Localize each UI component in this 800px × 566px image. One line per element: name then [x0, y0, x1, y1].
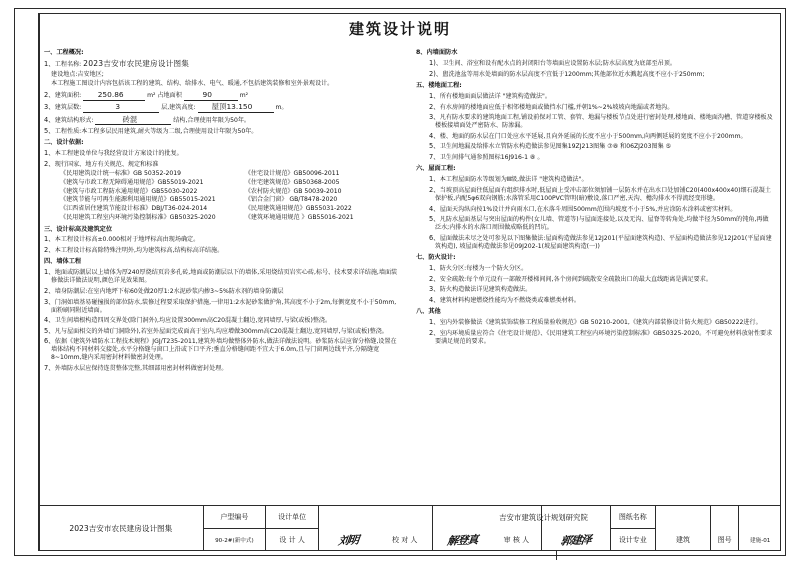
item-number: 5、 — [44, 326, 55, 335]
standard-code: 《江西省居住建筑节能设计标准》DBJ/T36-024-2014 — [60, 205, 208, 213]
list-item — [422, 234, 774, 251]
standard-code: 《民用建筑工程室内环境污染控制标准》GB50325-2020 — [60, 213, 216, 221]
list-item — [44, 115, 402, 126]
section-heading-floor-works: 五、楼地面工程: — [416, 81, 462, 89]
item-number: 5、 — [44, 127, 55, 136]
specification-body — [44, 46, 774, 498]
list-item — [44, 316, 402, 325]
item-text: 卫生间地漏及给排水立管防水构造做法参见图集19ZJ213图集 ⑦⑧ 和06ZJ203图集 ⑤ — [439, 143, 672, 151]
item-label: 建筑结构形式: — [54, 116, 94, 124]
item-number: 1、 — [429, 175, 440, 184]
standard-code: 《民用建筑设计统一标准》GB 50352-2019 — [60, 170, 182, 178]
list-item — [44, 90, 402, 101]
item-number: 3、 — [44, 103, 55, 112]
item-number: 3、 — [429, 113, 440, 122]
sheet-no-value-cell — [739, 506, 781, 551]
list-item: 本工程施工图设计内容包括该工程的建筑、结构、给排水、电气、暖通,不包括建筑装修和室外景观设计。 — [51, 80, 334, 88]
section-heading-project-overview: 一、工程概况: — [44, 49, 84, 57]
designer-signature-cell — [319, 506, 378, 551]
standard-code: 《建筑与市政工程无障碍通用规范》GB55019-2021 — [60, 179, 204, 187]
item-number: 1、 — [44, 268, 55, 277]
list-item — [44, 127, 402, 136]
structure-life-text: 结构,合理使用年限为50年。 — [173, 116, 251, 124]
item-number: 1、 — [44, 149, 55, 158]
item-text: 楼、地面的防水层在门口处应水平延展,且向外延展的长度不应小于500mm,向两侧延展的宽度不应小于200mm。 — [439, 132, 747, 140]
item-number: 2、 — [44, 286, 55, 295]
item-label: 建筑层数: — [54, 104, 82, 112]
designer-label: 设 计 人 — [279, 536, 305, 544]
item-text: 卫生间墙根构造四周交界处(除门洞外),均应设置300mm高C20混凝土翻边,宽同墙厚,与梁(或板)整浇。 — [54, 317, 332, 325]
item-text: 凡防水屋面基层与突出屋面的构件(女儿墙、管道等)与屋面连接处,以及无沟、屋脊等转角处,均做半径为50mm的钝角,再做泛水;内排水的水落口周围做成略低的凹坑。 — [435, 216, 769, 232]
item-number: 7、 — [429, 153, 440, 162]
list-item — [44, 102, 402, 113]
discipline-label: 设计专业 — [618, 536, 647, 544]
standard-code: 《农村防火规范》GB 50039-2010 — [244, 187, 342, 195]
house-type-value: 90-2#(新中式) — [215, 538, 254, 544]
list-item — [44, 287, 402, 296]
standard-code: 《建筑环境通用规范 》GB55016-2021 — [244, 213, 354, 221]
item-number: 2)、 — [429, 69, 443, 78]
item-number: 2、 — [44, 246, 55, 255]
item-number: 4、 — [44, 316, 55, 325]
checker-label: 校 对 人 — [391, 535, 418, 544]
standard-code: 《建筑与市政工程防水通用规范》GB55030-2022 — [60, 187, 198, 195]
list-item — [422, 113, 774, 130]
item-text: 地面或防潮层以上墙体为厚240厚烧结页岩多孔砖,地面或防潮层以下的墙体,采用烧结页岩实心砖,标号、技术要求详结施,墙面装修做法详做法说明,颜色详见效果图。 — [51, 269, 398, 285]
item-text: 盥洗池盆等用水处墙面的防水层高度不宜低于1200mm;其他部位近水溅起高度不应小于250mm; — [442, 70, 705, 78]
item-text: 室内环境质量应符合《住宅设计规范》、《民用建筑工程室内环境污染控制标准》GB50325-2020。不可避免材料放射性要求要满足规范的要求。 — [435, 329, 773, 345]
house-type-label: 户型编号 — [204, 506, 265, 529]
item-text: 所有楼地面面层做法详 "建筑构造做法"。 — [439, 92, 551, 100]
item-text: 室内外装修做法《建筑装饰装修工程质量验收规范》GB 50210-2001,《建筑内部装修设计防火规范》GB50222进行。 — [439, 319, 762, 326]
item-text: 凡与屋面相交的外墙(门洞除外),若室外屋面完成面高于室内,均应增做300mm高C20混凝土翻边,宽同墙厚,与梁(或板)整浇。 — [54, 327, 388, 335]
item-text: 防火分区:每楼为一个防火分区。 — [439, 264, 528, 272]
building-area-unit: m² — [147, 92, 156, 99]
item-text: 凡有防水要求的建筑地面工程,铺设前保对工管、套管、地漏与楼板节点处进行密封处理,楼地面、楼地面沟槽、管道穿楼板及楼板接墙面处严密防水、防渗漏。 — [435, 114, 773, 130]
sheet-value-spacer — [739, 506, 781, 529]
height-prefix: 屋顶 — [211, 102, 227, 112]
item-number: 6、 — [44, 337, 55, 346]
standard-code: 《铝合金门窗》 GB/T8478-2020 — [244, 196, 338, 204]
item-label: 建筑面积: — [54, 92, 82, 99]
design-unit-cell — [266, 506, 319, 551]
list-item — [44, 149, 402, 158]
item-text: 现行国家、地方有关规范、规定和标准 — [54, 160, 159, 168]
item-number: 2、 — [429, 185, 440, 194]
sheet-label-spacer — [711, 506, 738, 529]
standard-code: 《住宅设计规范》GB50096-2011 — [244, 170, 340, 178]
item-text: 门洞如墙基易碰撞损的部位防水,装修过程要采取保护措施,一律用1:2水泥砂浆做护角,其高度不小于2m,每侧宽度不小于50mm,面粉刷同附近墙面。 — [51, 298, 397, 314]
list-item — [44, 364, 402, 373]
item-number: 4、 — [44, 115, 55, 124]
section-heading-design-elevation: 三、设计标高及建筑定位 — [44, 225, 113, 233]
item-text: 屋面做法未尽之处可参见以下图集做法:屋面构造做法参见12J201(平屋面建筑构造)、平屋面构造做法参见12J201(平屋面建筑构造), 坡屋面构造做法参见09J202-1(坡屋面建筑构造(一)) — [435, 234, 772, 250]
item-number: 2、 — [429, 274, 440, 283]
list-item — [422, 215, 774, 232]
item-number: 1、 — [429, 91, 440, 100]
list-item — [44, 235, 402, 244]
item-number: 5、 — [429, 215, 440, 224]
item-number: 2、 — [44, 91, 55, 99]
standard-code: 《民用建筑通用规范》GB55031-2022 — [244, 205, 352, 213]
sheet-no-label: 图号 — [717, 535, 732, 544]
item-text: 本工程设计标高±0.000相对于地坪标高由现场确定。 — [54, 236, 200, 244]
institute-left-spacer — [319, 506, 378, 529]
item-number: 3、 — [429, 285, 440, 294]
sheet-no-value: 建施-01 — [750, 537, 771, 544]
right-column — [416, 46, 774, 498]
list-item — [422, 142, 774, 151]
section-heading-fire-protection: 七、防火设计: — [416, 254, 456, 262]
section-heading-roof-works: 六、屋面工程: — [416, 165, 456, 173]
list-item — [422, 70, 774, 79]
height-unit: m。 — [275, 104, 288, 112]
section-heading-others: 八、其他 — [416, 308, 441, 316]
item-text: 本工程设计标高除特殊注明外,均为建筑标高,结构标高详结施。 — [54, 247, 224, 255]
item-text: 有水房间的楼地面应低于相邻楼地面或做挡水门槛,并朝1%~2%坡坡向地漏或者地沟。 — [439, 103, 674, 111]
item-text: 建筑材料构建燃烧性能均为不燃烧类或难燃类材料。 — [439, 296, 580, 304]
floor-count-value: 3 — [83, 102, 159, 113]
item-number: 4、 — [429, 295, 440, 304]
standards-column-left — [60, 170, 245, 222]
list-item — [422, 285, 774, 294]
sheet-center-tick — [556, 551, 557, 560]
list-item — [44, 160, 402, 169]
standard-code: 《住宅建筑规范》GB50368-2005 — [244, 179, 340, 187]
section-heading-design-basis: 二、设计依据: — [44, 139, 84, 147]
item-number: 1、 — [429, 318, 440, 326]
building-area-value: 250.86 — [83, 90, 145, 101]
item-text: 防火构造做法详见建筑构造做法。 — [439, 286, 532, 294]
item-number: 1、 — [429, 263, 440, 272]
list-item — [422, 318, 774, 327]
list-item — [422, 59, 774, 68]
item-text: 卫生间、浴室和设有配水点的封闭阳台等墙面应设置防水层;防水层高度为底部至吊顶。 — [442, 60, 676, 68]
item-text: 卫生间排气通参照图标16J916-1 ⑧ 。 — [439, 154, 544, 162]
list-item — [422, 186, 774, 203]
item-number: 1、 — [44, 235, 55, 244]
list-item: 建设地点:吉安地区; — [51, 70, 104, 78]
list-item — [422, 92, 774, 101]
item-text: 本工程建设单位与我经营设计方案设计的批复。 — [54, 150, 183, 158]
discipline-value: 建筑 — [676, 535, 690, 544]
left-column — [44, 46, 402, 498]
list-item — [422, 296, 774, 305]
item-label: 工程名称: — [54, 61, 82, 69]
reviewer-label: 审 核 人 — [503, 535, 530, 544]
item-number: 2、 — [429, 102, 440, 111]
building-height-value — [198, 102, 274, 113]
land-area-unit: m² — [239, 92, 249, 99]
page-title: 建筑设计说明 — [348, 20, 451, 38]
item-number: 1、 — [44, 60, 55, 69]
item-text: 依据《建筑外墙防水工程技术规程》JGJ/T235-2011,建筑外墙均做整体外防水,做法详做法说明。砂浆防水层应留分格缝,设置在墙体结构不同材料交接处,水平分格缝与窗口上沿或下口平齐;垂直分格缝间距不宜大于6.0m,且与门窗两边线平齐,分隔缝宽8~10mm,缝内采用密封材料做密封处理。 — [51, 338, 397, 362]
item-number: 6、 — [429, 233, 440, 242]
list-item — [44, 337, 402, 362]
list-item — [44, 246, 402, 255]
item-text: 安全疏散:每个单元设有一部敞开楼梯间间,各个房间到疏散安全疏散出口的最大直线距离是满足要求。 — [439, 275, 712, 283]
designer-signature: 刘明 — [337, 533, 360, 548]
list-item — [422, 264, 774, 273]
checker-signature: 解登真 — [446, 532, 478, 548]
item-number: 1)、 — [429, 59, 443, 68]
house-type-cell — [204, 506, 266, 551]
drawing-name-label: 图纸名称 — [611, 506, 655, 529]
item-number: 2、 — [44, 159, 55, 168]
list-item — [44, 268, 402, 285]
reviewer-signature: 郭建泽 — [560, 532, 592, 548]
list-item — [422, 275, 774, 284]
list-item — [44, 59, 402, 69]
land-area-value: 90 — [184, 90, 238, 101]
height-number: 13.150 — [226, 102, 253, 112]
section-heading-wall-works: 四、墙体工程 — [44, 258, 82, 266]
item-text: 屋面天沟纵向按1%设计并向雨水口,在水落斗周围500mm范围内坡度不小于5%,并应涂防水涂料或密实材料。 — [439, 205, 737, 213]
item-text: 外墙防水层应保持连贯整体完整,其细部用密封材料做密封处理。 — [54, 365, 228, 373]
land-area-label: 占地面积 — [157, 92, 182, 99]
item-text: 当坡顶高屋面往低屋面有组织排水时,低屋面上受冲击部位须加铺一层防水并在出水口处加铺C20(400x400x40)细石混凝土保护板,内配5φ6双向钢筋;水落管采用C100PVC管明(暗)敷设,落口严密,天沟、檐沟排水不得流经变形缝。 — [435, 186, 771, 202]
list-item — [422, 132, 774, 141]
item-number: 2、 — [429, 328, 440, 337]
standard-code: 《建筑节能与可再生能源利用通用规范》GB55015-2021 — [60, 196, 216, 204]
list-item — [422, 175, 774, 184]
item-number: 4、 — [429, 204, 440, 213]
list-item — [44, 298, 402, 315]
standards-code-table — [44, 170, 402, 222]
item-number: 3、 — [44, 297, 55, 306]
sheet-no-label-cell — [711, 506, 739, 551]
item-text: 墙身防潮层:在室内地坪下标60处做20厚1:2水泥砂浆内掺3~5%防水剂的墙身防潮层 — [54, 287, 284, 295]
atlas-name-cell — [39, 506, 204, 551]
item-number: 7、 — [44, 364, 55, 373]
project-name-value: 2023吉安市农民建房设计图集 — [83, 59, 190, 69]
list-item — [422, 103, 774, 112]
institute-name: 吉安市建筑设计规划研究院 — [499, 512, 588, 522]
design-unit-label: 设计单位 — [266, 506, 318, 529]
list-item — [422, 205, 774, 214]
section-heading-interior-wall-waterproofing: 8、内墙面防水 — [416, 49, 458, 57]
list-item — [422, 153, 774, 162]
standards-column-right — [245, 170, 402, 222]
item-text: 本工程屋面防水等级划为Ⅲ级,做法详 "建筑构造做法"。 — [439, 176, 588, 184]
list-item — [422, 329, 774, 346]
item-number: 5、 — [429, 142, 440, 151]
atlas-name: 2023吉安市农民建房设计图集 — [69, 524, 173, 533]
item-number: 4、 — [429, 131, 440, 140]
building-height-label: 层,建筑高度: — [161, 104, 196, 112]
item-text: 工程性质:本工程多层民用建筑,耐火等级为二级,合理使用设计年限为50年。 — [54, 128, 258, 136]
structure-type-value: 砖混 — [95, 115, 171, 126]
list-item — [44, 327, 402, 336]
